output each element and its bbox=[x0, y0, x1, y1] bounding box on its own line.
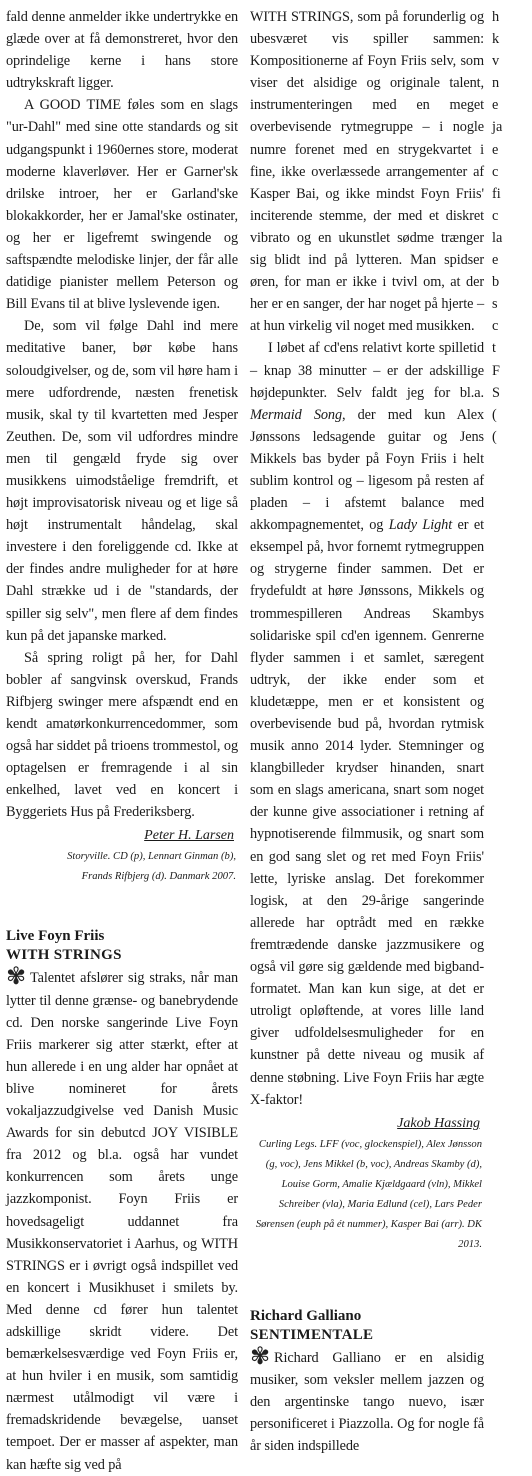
cut-off-line: e bbox=[492, 141, 499, 158]
cut-off-line: ja bbox=[492, 119, 503, 136]
text-run: I løbet af cd'ens relativt korte spilletid – knap 38 minutter – er der adskillige højdepunkter. Selv faldt jeg for bl.a. bbox=[250, 340, 484, 401]
text-run: er et eksempel på, hvor fornemt rytmegruppen og strygerne finder sammen. Det er frydefuldt at høre Jønssons, Mikkels og trommespilleren Andreas Skambys solidariske spil cd'en igennem. Genrerne flyder sammen i et samlet, særegent udtryk, der ikke ender som et kludetæppe, men er et konsistent og overbevisende bud på, hvordan rytmisk musik anno 2014 lyder. Stemninger og klangbilleder krydser hinanden, snart som en slags americana, snart som noget der kunne give associationer i retning af hypnotiserende filmmusik, og snart som en god sang slet og ret med Foyn Friis' lette, lyriske anslag. Det forekommer logisk, at den 29-årige sangerinde allerede har optrådt med en række fremtrædende danske jazzmusikere og også vil gøre sig gældende med bigband-formatet. Man kan kun sige, at det er utroligt opløftende, at vores lille land giver udfoldelsesmuligheder for en kunstner på dette niveau og musik af denne støbning. Live Foyn Friis har ægte X-faktor! bbox=[250, 517, 484, 1108]
cut-off-line: e bbox=[492, 97, 499, 114]
flower-ornament-icon: ✾ bbox=[6, 964, 27, 991]
cut-off-line: S bbox=[492, 384, 500, 401]
cut-off-line: s bbox=[492, 296, 498, 313]
cut-off-line: la bbox=[492, 229, 503, 246]
cut-off-line: v bbox=[492, 53, 500, 70]
review-body bbox=[6, 964, 238, 1475]
text-run: , der med kun Alex Jønssons ledsagende guitar og Jens Mikkels bas byder på Foyn Friis i helt sublim kontrol og – ligesom på resten af pladen – i afstemt balance med akkompagnementet, og bbox=[250, 406, 484, 534]
cut-off-line: h bbox=[492, 9, 500, 25]
column-3-edge bbox=[492, 6, 532, 1386]
paragraph bbox=[250, 337, 484, 1110]
cut-off-line: fi bbox=[492, 185, 501, 202]
cut-off-line: ( bbox=[492, 428, 497, 445]
cut-off-line: b bbox=[492, 274, 500, 291]
credits-block: Curling Legs. LFF (voc, glockenspiel), Alex Jønsson (g, voc), Jens Mikkel (b, voc), Andreas Skamby (d), Louise Gorm, Amalie Kjældgaard (vln), Mikkel Schreiber (vla), Maria Edlund (cel), Lars Peder Sørensen (euph på ét nummer), Kasper Bai (arr). DK 2013. bbox=[255, 1138, 482, 1250]
credits-line: Storyville. CD (p), Lennart Ginman (b), bbox=[67, 851, 236, 863]
review-body bbox=[250, 1343, 484, 1457]
review-artist: Richard Galliano bbox=[250, 1307, 362, 1324]
cut-off-line: c bbox=[492, 207, 499, 224]
song-title: Mermaid Song bbox=[250, 406, 343, 423]
column-1 bbox=[6, 6, 238, 1476]
credits-line: Frands Rifbjerg (d). Danmark 2007. bbox=[81, 871, 236, 883]
column-2 bbox=[250, 6, 484, 1457]
review-text: Richard Galliano er en alsidig musiker, som veksler mellem jazzen og den argentinske tango nuevo, især personificeret i Piazzolla. Og for nogle få år siden indspillede bbox=[250, 1349, 484, 1455]
cut-off-line: k bbox=[492, 31, 500, 48]
paragraph: A GOOD TIME føles som en slags "ur-Dahl" med sine otte standards og sit udgangspunkt i 1960ernes store, moderat moderne klaverløver. Her er Garner'sk drilske introer, her er Garland'ske blokakkorder, her er Jamal'ske ostinater, og her er ligefremt swingende og saftspændte melodiske linjer, der får alle datidige pianister mellem Peterson og Bill Evans til at blive lyslevende igen. bbox=[6, 97, 238, 313]
review-album-title: SENTIMENTALE bbox=[250, 1326, 374, 1343]
cut-off-line: t bbox=[492, 340, 496, 357]
reviewer-signature: Peter H. Larsen bbox=[144, 828, 234, 844]
section-gap bbox=[250, 1255, 484, 1307]
cut-off-line: F bbox=[492, 362, 500, 379]
paragraph: fald denne anmelder ikke undertrykke en glæde over at få demonstreret, hvor den oprindelige kerne i hans store udtrykskraft ligger. bbox=[6, 9, 238, 92]
cut-off-line: n bbox=[492, 75, 500, 92]
song-title: Lady Light bbox=[388, 517, 453, 534]
review-text: Talentet afslører sig straks, når man lytter til denne grænse- og banebrydende cd. Den norske sangerinde Live Foyn Friis markerer sig atter stærkt, efter at hun allerede i en ung alder har opnået at blive nomineret for årets vokaljazzudgivelse ved Danish Music Awards for sin debutcd JOY VISIBLE fra 2012 og bl.a. også har vundet konkurrencen som årets unge jazzkomponist. Foyn Friis er hovedsageligt uddannet fra Musikkonservatoriet i Aarhus, og WITH STRINGS er i øvrigt også indspillet ved en koncert i Musikhuset i smilets by. Med denne cd fører hun talentet adskillige skridt videre. Det bemærkelsesværdige ved Foyn Friis er, at hun hviler i en musik, som samtidig nærmest utålmodigt vil være i fremadskridende bevægelse, uanset tempoet. Der er masser af aspekter, man kan hæfte sig ved på bbox=[6, 970, 238, 1473]
cut-off-line: ( bbox=[492, 406, 497, 423]
cut-off-line: c bbox=[492, 318, 499, 335]
review-artist: Live Foyn Friis bbox=[6, 928, 105, 945]
paragraph: De, som vil følge Dahl ind mere meditative baner, bør købe hans soloudgivelser, og de, som vil høre ham i mere udfordrende, næsten frenetisk musik, skal ty til kvartetten med Jesper Zeuthen. De, som vil udfordres mindre men til gengæld fryde sig over musikkens uimodståelige fremdrift, et højt improvisatorisk niveau og et lige så højt instrumentalt håndelag, skal investere i den foreliggende cd. Ikke at der findes andre muligheder for at høre Dahl strække ud i de "standards, der spiller sig selv", men flere af dem findes kun på det japanske marked. bbox=[6, 318, 238, 644]
flower-ornament-icon: ✾ bbox=[250, 1343, 271, 1370]
section-gap bbox=[6, 887, 238, 927]
paragraph: WITH STRINGS, som på forunderlig og ubesværet vis spiller sammen: Kompositionerne af Foyn Friis selv, som viser det alsidige og originale talent, instrumenteringen med en meget overbevisende rytmegruppe – i nogle numre forenet med en strygekvartet i fine, ikke overlæssede arrangementer af Kasper Bai, og ikke mindst Foyn Friis' inciterende stemme, der med et diskret vibrato og en ukunstlet sødme trænger sig blidt ind på lytteren. Man spidser øren, for man er ikke i tvivl om, at der her er en sanger, der har noget på hjerte – at hun virkelig vil noget med musikken. bbox=[250, 9, 484, 335]
cut-off-line: e bbox=[492, 252, 499, 269]
reviewer-signature: Jakob Hassing bbox=[397, 1115, 480, 1131]
cut-off-line: c bbox=[492, 163, 499, 180]
paragraph: Så spring roligt på her, for Dahl bobler af sangvinsk overskud, Frands Rifbjerg swinger mere afspændt end en kendt amatørkonkurrencedommer, som også har siddet på trioens trommestol, og optagelsen er fremragende i al sin enkelhed, lavet ved en koncert i Byggeriets Hus på Frederiksberg. bbox=[6, 649, 238, 821]
review-album-title: WITH STRINGS bbox=[6, 947, 122, 964]
